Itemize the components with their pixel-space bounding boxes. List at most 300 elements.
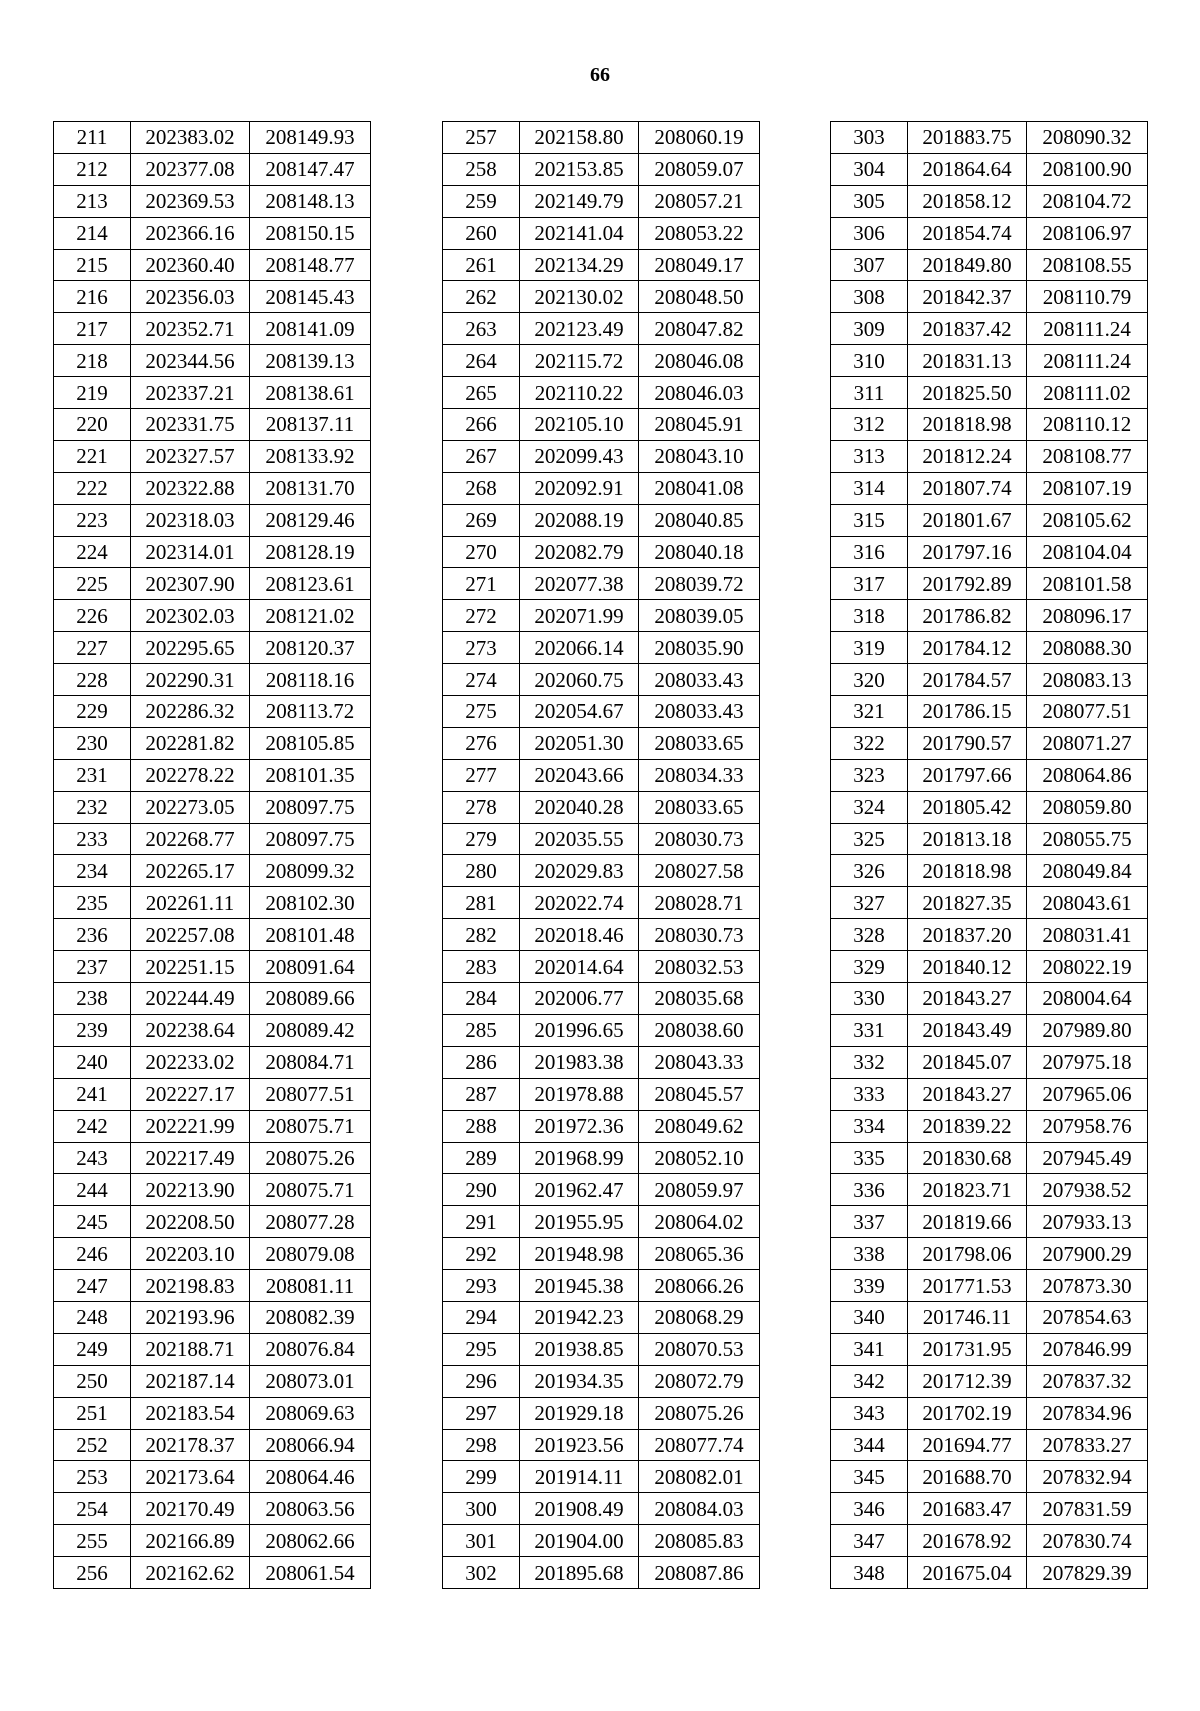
point-number-cell: 327 bbox=[831, 887, 908, 919]
x-coordinate-cell: 201840.12 bbox=[908, 951, 1027, 983]
table-row bbox=[54, 472, 371, 504]
y-coordinate-cell: 208040.18 bbox=[639, 536, 760, 568]
x-coordinate-cell: 201983.38 bbox=[520, 1046, 639, 1078]
y-coordinate-cell: 208075.71 bbox=[250, 1110, 371, 1142]
table-row bbox=[54, 1557, 371, 1589]
table-row bbox=[831, 345, 1148, 377]
y-coordinate-cell: 208027.58 bbox=[639, 855, 760, 887]
x-coordinate-cell: 202337.21 bbox=[131, 377, 250, 409]
point-number-cell: 233 bbox=[54, 823, 131, 855]
y-coordinate-cell: 208070.53 bbox=[639, 1333, 760, 1365]
table-row bbox=[831, 377, 1148, 409]
y-coordinate-cell: 208022.19 bbox=[1027, 951, 1148, 983]
y-coordinate-cell: 208108.77 bbox=[1027, 440, 1148, 472]
point-number-cell: 306 bbox=[831, 217, 908, 249]
x-coordinate-cell: 202203.10 bbox=[131, 1238, 250, 1270]
y-coordinate-cell: 208120.37 bbox=[250, 632, 371, 664]
y-coordinate-cell: 208083.13 bbox=[1027, 664, 1148, 696]
x-coordinate-cell: 201895.68 bbox=[520, 1557, 639, 1589]
point-number-cell: 230 bbox=[54, 727, 131, 759]
table-row bbox=[443, 345, 760, 377]
table-row bbox=[831, 472, 1148, 504]
table-row bbox=[443, 919, 760, 951]
y-coordinate-cell: 208099.32 bbox=[250, 855, 371, 887]
table-row bbox=[54, 1110, 371, 1142]
point-number-cell: 330 bbox=[831, 983, 908, 1015]
y-coordinate-cell: 208052.10 bbox=[639, 1142, 760, 1174]
point-number-cell: 347 bbox=[831, 1525, 908, 1557]
x-coordinate-cell: 202318.03 bbox=[131, 504, 250, 536]
table-row bbox=[54, 1078, 371, 1110]
table-row bbox=[54, 217, 371, 249]
table-row bbox=[443, 791, 760, 823]
y-coordinate-cell: 208077.51 bbox=[1027, 696, 1148, 728]
x-coordinate-cell: 201830.68 bbox=[908, 1142, 1027, 1174]
x-coordinate-cell: 202290.31 bbox=[131, 664, 250, 696]
y-coordinate-cell: 207837.32 bbox=[1027, 1365, 1148, 1397]
y-coordinate-cell: 208100.90 bbox=[1027, 153, 1148, 185]
point-number-cell: 245 bbox=[54, 1206, 131, 1238]
x-coordinate-cell: 202302.03 bbox=[131, 600, 250, 632]
table-row bbox=[831, 1046, 1148, 1078]
point-number-cell: 222 bbox=[54, 472, 131, 504]
point-number-cell: 296 bbox=[443, 1365, 520, 1397]
point-number-cell: 261 bbox=[443, 249, 520, 281]
table-row bbox=[443, 568, 760, 600]
y-coordinate-cell: 207834.96 bbox=[1027, 1397, 1148, 1429]
y-coordinate-cell: 208085.83 bbox=[639, 1525, 760, 1557]
point-number-cell: 325 bbox=[831, 823, 908, 855]
point-number-cell: 337 bbox=[831, 1206, 908, 1238]
point-number-cell: 298 bbox=[443, 1429, 520, 1461]
x-coordinate-cell: 202273.05 bbox=[131, 791, 250, 823]
point-number-cell: 271 bbox=[443, 568, 520, 600]
point-number-cell: 217 bbox=[54, 313, 131, 345]
point-number-cell: 312 bbox=[831, 409, 908, 441]
point-number-cell: 262 bbox=[443, 281, 520, 313]
x-coordinate-cell: 202134.29 bbox=[520, 249, 639, 281]
point-number-cell: 269 bbox=[443, 504, 520, 536]
table-row bbox=[831, 1238, 1148, 1270]
table-row bbox=[831, 122, 1148, 154]
table-row bbox=[831, 951, 1148, 983]
table-row bbox=[831, 1206, 1148, 1238]
x-coordinate-cell: 202188.71 bbox=[131, 1333, 250, 1365]
y-coordinate-cell: 208148.13 bbox=[250, 185, 371, 217]
x-coordinate-cell: 202123.49 bbox=[520, 313, 639, 345]
table-row bbox=[54, 919, 371, 951]
table-row bbox=[54, 664, 371, 696]
table-row bbox=[831, 696, 1148, 728]
table-row bbox=[54, 249, 371, 281]
x-coordinate-cell: 201914.11 bbox=[520, 1461, 639, 1493]
x-coordinate-cell: 202187.14 bbox=[131, 1365, 250, 1397]
table-row bbox=[831, 1301, 1148, 1333]
point-number-cell: 234 bbox=[54, 855, 131, 887]
x-coordinate-cell: 201842.37 bbox=[908, 281, 1027, 313]
y-coordinate-cell: 208113.72 bbox=[250, 696, 371, 728]
point-number-cell: 320 bbox=[831, 664, 908, 696]
point-number-cell: 266 bbox=[443, 409, 520, 441]
table-row bbox=[54, 855, 371, 887]
point-number-cell: 305 bbox=[831, 185, 908, 217]
x-coordinate-cell: 202307.90 bbox=[131, 568, 250, 600]
y-coordinate-cell: 208060.19 bbox=[639, 122, 760, 154]
point-number-cell: 215 bbox=[54, 249, 131, 281]
table-row bbox=[443, 1270, 760, 1302]
table-row bbox=[443, 1557, 760, 1589]
y-coordinate-cell: 208066.26 bbox=[639, 1270, 760, 1302]
point-number-cell: 225 bbox=[54, 568, 131, 600]
point-number-cell: 308 bbox=[831, 281, 908, 313]
x-coordinate-cell: 201818.98 bbox=[908, 409, 1027, 441]
x-coordinate-cell: 201792.89 bbox=[908, 568, 1027, 600]
point-number-cell: 311 bbox=[831, 377, 908, 409]
point-number-cell: 319 bbox=[831, 632, 908, 664]
point-number-cell: 299 bbox=[443, 1461, 520, 1493]
y-coordinate-cell: 207945.49 bbox=[1027, 1142, 1148, 1174]
x-coordinate-cell: 202238.64 bbox=[131, 1014, 250, 1046]
table-row bbox=[443, 1397, 760, 1429]
y-coordinate-cell: 207989.80 bbox=[1027, 1014, 1148, 1046]
point-number-cell: 257 bbox=[443, 122, 520, 154]
point-number-cell: 276 bbox=[443, 727, 520, 759]
y-coordinate-cell: 208053.22 bbox=[639, 217, 760, 249]
table-row bbox=[54, 1142, 371, 1174]
table-row bbox=[443, 1014, 760, 1046]
y-coordinate-cell: 208031.41 bbox=[1027, 919, 1148, 951]
table-row bbox=[443, 1525, 760, 1557]
point-number-cell: 238 bbox=[54, 983, 131, 1015]
table-row bbox=[443, 1333, 760, 1365]
table-row bbox=[831, 1397, 1148, 1429]
point-number-cell: 323 bbox=[831, 759, 908, 791]
x-coordinate-cell: 201827.35 bbox=[908, 887, 1027, 919]
point-number-cell: 220 bbox=[54, 409, 131, 441]
x-coordinate-cell: 202278.22 bbox=[131, 759, 250, 791]
point-number-cell: 314 bbox=[831, 472, 908, 504]
table-row bbox=[831, 759, 1148, 791]
table-row bbox=[443, 281, 760, 313]
x-coordinate-cell: 201923.56 bbox=[520, 1429, 639, 1461]
point-number-cell: 340 bbox=[831, 1301, 908, 1333]
y-coordinate-cell: 208107.19 bbox=[1027, 472, 1148, 504]
y-coordinate-cell: 207975.18 bbox=[1027, 1046, 1148, 1078]
point-number-cell: 232 bbox=[54, 791, 131, 823]
point-number-cell: 237 bbox=[54, 951, 131, 983]
point-number-cell: 213 bbox=[54, 185, 131, 217]
x-coordinate-cell: 201801.67 bbox=[908, 504, 1027, 536]
table-row bbox=[54, 409, 371, 441]
point-number-cell: 240 bbox=[54, 1046, 131, 1078]
point-number-cell: 255 bbox=[54, 1525, 131, 1557]
x-coordinate-cell: 202130.02 bbox=[520, 281, 639, 313]
x-coordinate-cell: 202082.79 bbox=[520, 536, 639, 568]
y-coordinate-cell: 208133.92 bbox=[250, 440, 371, 472]
table-row bbox=[443, 1461, 760, 1493]
table-row bbox=[54, 1014, 371, 1046]
y-coordinate-cell: 208082.01 bbox=[639, 1461, 760, 1493]
y-coordinate-cell: 208028.71 bbox=[639, 887, 760, 919]
x-coordinate-cell: 202071.99 bbox=[520, 600, 639, 632]
table-row bbox=[54, 983, 371, 1015]
y-coordinate-cell: 208035.90 bbox=[639, 632, 760, 664]
x-coordinate-cell: 201938.85 bbox=[520, 1333, 639, 1365]
x-coordinate-cell: 201784.12 bbox=[908, 632, 1027, 664]
point-number-cell: 214 bbox=[54, 217, 131, 249]
y-coordinate-cell: 208030.73 bbox=[639, 919, 760, 951]
y-coordinate-cell: 208096.17 bbox=[1027, 600, 1148, 632]
table-row bbox=[831, 1142, 1148, 1174]
x-coordinate-cell: 201675.04 bbox=[908, 1557, 1027, 1589]
table-row bbox=[54, 887, 371, 919]
table-row bbox=[443, 1493, 760, 1525]
x-coordinate-cell: 202110.22 bbox=[520, 377, 639, 409]
y-coordinate-cell: 207873.30 bbox=[1027, 1270, 1148, 1302]
table-row bbox=[443, 983, 760, 1015]
table-row bbox=[54, 1301, 371, 1333]
point-number-cell: 219 bbox=[54, 377, 131, 409]
table-row bbox=[831, 664, 1148, 696]
point-number-cell: 339 bbox=[831, 1270, 908, 1302]
x-coordinate-cell: 202265.17 bbox=[131, 855, 250, 887]
point-number-cell: 328 bbox=[831, 919, 908, 951]
y-coordinate-cell: 208111.24 bbox=[1027, 313, 1148, 345]
y-coordinate-cell: 208145.43 bbox=[250, 281, 371, 313]
point-number-cell: 228 bbox=[54, 664, 131, 696]
point-number-cell: 246 bbox=[54, 1238, 131, 1270]
table-row bbox=[443, 217, 760, 249]
point-number-cell: 315 bbox=[831, 504, 908, 536]
table-row bbox=[443, 823, 760, 855]
table-row bbox=[54, 536, 371, 568]
table-row bbox=[831, 185, 1148, 217]
y-coordinate-cell: 208089.66 bbox=[250, 983, 371, 1015]
x-coordinate-cell: 201837.20 bbox=[908, 919, 1027, 951]
y-coordinate-cell: 208043.10 bbox=[639, 440, 760, 472]
x-coordinate-cell: 202383.02 bbox=[131, 122, 250, 154]
table-row bbox=[54, 600, 371, 632]
x-coordinate-cell: 202356.03 bbox=[131, 281, 250, 313]
x-coordinate-cell: 201790.57 bbox=[908, 727, 1027, 759]
x-coordinate-cell: 201688.70 bbox=[908, 1461, 1027, 1493]
point-number-cell: 289 bbox=[443, 1142, 520, 1174]
table-row bbox=[54, 1238, 371, 1270]
point-number-cell: 279 bbox=[443, 823, 520, 855]
point-number-cell: 253 bbox=[54, 1461, 131, 1493]
y-coordinate-cell: 208040.85 bbox=[639, 504, 760, 536]
table-row bbox=[831, 1078, 1148, 1110]
table-row bbox=[54, 1493, 371, 1525]
table-row bbox=[443, 887, 760, 919]
x-coordinate-cell: 202208.50 bbox=[131, 1206, 250, 1238]
table-row bbox=[831, 983, 1148, 1015]
table-row bbox=[54, 153, 371, 185]
y-coordinate-cell: 208035.68 bbox=[639, 983, 760, 1015]
y-coordinate-cell: 208082.39 bbox=[250, 1301, 371, 1333]
table-row bbox=[443, 440, 760, 472]
table-row bbox=[443, 600, 760, 632]
point-number-cell: 227 bbox=[54, 632, 131, 664]
point-number-cell: 249 bbox=[54, 1333, 131, 1365]
table-row bbox=[831, 887, 1148, 919]
table-row bbox=[54, 823, 371, 855]
x-coordinate-cell: 202035.55 bbox=[520, 823, 639, 855]
table-row bbox=[443, 1238, 760, 1270]
table-row bbox=[54, 1174, 371, 1206]
table-row bbox=[443, 472, 760, 504]
x-coordinate-cell: 202268.77 bbox=[131, 823, 250, 855]
y-coordinate-cell: 208077.28 bbox=[250, 1206, 371, 1238]
table-row bbox=[443, 122, 760, 154]
x-coordinate-cell: 202257.08 bbox=[131, 919, 250, 951]
point-number-cell: 267 bbox=[443, 440, 520, 472]
y-coordinate-cell: 208046.03 bbox=[639, 377, 760, 409]
y-coordinate-cell: 208141.09 bbox=[250, 313, 371, 345]
x-coordinate-cell: 202043.66 bbox=[520, 759, 639, 791]
table-row bbox=[54, 440, 371, 472]
y-coordinate-cell: 208091.64 bbox=[250, 951, 371, 983]
x-coordinate-cell: 201784.57 bbox=[908, 664, 1027, 696]
point-number-cell: 258 bbox=[443, 153, 520, 185]
x-coordinate-cell: 201771.53 bbox=[908, 1270, 1027, 1302]
table-row bbox=[831, 1110, 1148, 1142]
y-coordinate-cell: 208105.62 bbox=[1027, 504, 1148, 536]
point-number-cell: 316 bbox=[831, 536, 908, 568]
y-coordinate-cell: 208077.74 bbox=[639, 1429, 760, 1461]
x-coordinate-cell: 202295.65 bbox=[131, 632, 250, 664]
y-coordinate-cell: 208049.84 bbox=[1027, 855, 1148, 887]
point-number-cell: 274 bbox=[443, 664, 520, 696]
table-row bbox=[831, 153, 1148, 185]
point-number-cell: 338 bbox=[831, 1238, 908, 1270]
x-coordinate-cell: 201948.98 bbox=[520, 1238, 639, 1270]
y-coordinate-cell: 207831.59 bbox=[1027, 1493, 1148, 1525]
table-row bbox=[443, 727, 760, 759]
table-row bbox=[54, 345, 371, 377]
x-coordinate-cell: 201812.24 bbox=[908, 440, 1027, 472]
y-coordinate-cell: 208072.79 bbox=[639, 1365, 760, 1397]
table-row bbox=[443, 1301, 760, 1333]
y-coordinate-cell: 207830.74 bbox=[1027, 1525, 1148, 1557]
x-coordinate-cell: 202173.64 bbox=[131, 1461, 250, 1493]
table-row bbox=[443, 1046, 760, 1078]
point-number-cell: 275 bbox=[443, 696, 520, 728]
point-number-cell: 265 bbox=[443, 377, 520, 409]
table-row bbox=[443, 153, 760, 185]
x-coordinate-cell: 202352.71 bbox=[131, 313, 250, 345]
y-coordinate-cell: 208071.27 bbox=[1027, 727, 1148, 759]
x-coordinate-cell: 202213.90 bbox=[131, 1174, 250, 1206]
y-coordinate-cell: 208061.54 bbox=[250, 1557, 371, 1589]
y-coordinate-cell: 207958.76 bbox=[1027, 1110, 1148, 1142]
point-number-cell: 292 bbox=[443, 1238, 520, 1270]
table-row bbox=[831, 536, 1148, 568]
x-coordinate-cell: 201694.77 bbox=[908, 1429, 1027, 1461]
point-number-cell: 273 bbox=[443, 632, 520, 664]
table-row bbox=[831, 791, 1148, 823]
point-number-cell: 307 bbox=[831, 249, 908, 281]
y-coordinate-cell: 208059.80 bbox=[1027, 791, 1148, 823]
table-row bbox=[443, 504, 760, 536]
table-row bbox=[831, 1365, 1148, 1397]
x-coordinate-cell: 201955.95 bbox=[520, 1206, 639, 1238]
x-coordinate-cell: 201813.18 bbox=[908, 823, 1027, 855]
point-number-cell: 329 bbox=[831, 951, 908, 983]
point-number-cell: 272 bbox=[443, 600, 520, 632]
x-coordinate-cell: 202018.46 bbox=[520, 919, 639, 951]
x-coordinate-cell: 201858.12 bbox=[908, 185, 1027, 217]
x-coordinate-cell: 202141.04 bbox=[520, 217, 639, 249]
x-coordinate-cell: 202014.64 bbox=[520, 951, 639, 983]
y-coordinate-cell: 207900.29 bbox=[1027, 1238, 1148, 1270]
x-coordinate-cell: 202366.16 bbox=[131, 217, 250, 249]
y-coordinate-cell: 208045.91 bbox=[639, 409, 760, 441]
point-number-cell: 294 bbox=[443, 1301, 520, 1333]
x-coordinate-cell: 202051.30 bbox=[520, 727, 639, 759]
point-number-cell: 256 bbox=[54, 1557, 131, 1589]
y-coordinate-cell: 208057.21 bbox=[639, 185, 760, 217]
y-coordinate-cell: 208149.93 bbox=[250, 122, 371, 154]
point-number-cell: 310 bbox=[831, 345, 908, 377]
x-coordinate-cell: 201823.71 bbox=[908, 1174, 1027, 1206]
x-coordinate-cell: 202244.49 bbox=[131, 983, 250, 1015]
point-number-cell: 270 bbox=[443, 536, 520, 568]
point-number-cell: 341 bbox=[831, 1333, 908, 1365]
x-coordinate-cell: 202166.89 bbox=[131, 1525, 250, 1557]
point-number-cell: 239 bbox=[54, 1014, 131, 1046]
y-coordinate-cell: 207846.99 bbox=[1027, 1333, 1148, 1365]
y-coordinate-cell: 207965.06 bbox=[1027, 1078, 1148, 1110]
x-coordinate-cell: 201845.07 bbox=[908, 1046, 1027, 1078]
point-number-cell: 254 bbox=[54, 1493, 131, 1525]
table-row bbox=[831, 1333, 1148, 1365]
y-coordinate-cell: 208089.42 bbox=[250, 1014, 371, 1046]
y-coordinate-cell: 207933.13 bbox=[1027, 1206, 1148, 1238]
y-coordinate-cell: 208064.86 bbox=[1027, 759, 1148, 791]
y-coordinate-cell: 208087.86 bbox=[639, 1557, 760, 1589]
table-row bbox=[831, 217, 1148, 249]
point-number-cell: 286 bbox=[443, 1046, 520, 1078]
point-number-cell: 231 bbox=[54, 759, 131, 791]
point-number-cell: 333 bbox=[831, 1078, 908, 1110]
table-row bbox=[831, 1174, 1148, 1206]
x-coordinate-cell: 201807.74 bbox=[908, 472, 1027, 504]
y-coordinate-cell: 208075.26 bbox=[639, 1397, 760, 1429]
y-coordinate-cell: 207829.39 bbox=[1027, 1557, 1148, 1589]
y-coordinate-cell: 208049.62 bbox=[639, 1110, 760, 1142]
x-coordinate-cell: 201797.16 bbox=[908, 536, 1027, 568]
point-number-cell: 212 bbox=[54, 153, 131, 185]
point-number-cell: 343 bbox=[831, 1397, 908, 1429]
point-number-cell: 346 bbox=[831, 1493, 908, 1525]
y-coordinate-cell: 208084.03 bbox=[639, 1493, 760, 1525]
y-coordinate-cell: 208043.33 bbox=[639, 1046, 760, 1078]
y-coordinate-cell: 208046.08 bbox=[639, 345, 760, 377]
point-number-cell: 302 bbox=[443, 1557, 520, 1589]
x-coordinate-cell: 201978.88 bbox=[520, 1078, 639, 1110]
x-coordinate-cell: 202198.83 bbox=[131, 1270, 250, 1302]
y-coordinate-cell: 208033.65 bbox=[639, 727, 760, 759]
x-coordinate-cell: 202178.37 bbox=[131, 1429, 250, 1461]
x-coordinate-cell: 202060.75 bbox=[520, 664, 639, 696]
x-coordinate-cell: 201843.27 bbox=[908, 1078, 1027, 1110]
y-coordinate-cell: 208077.51 bbox=[250, 1078, 371, 1110]
table-row bbox=[54, 1429, 371, 1461]
table-row bbox=[54, 632, 371, 664]
y-coordinate-cell: 208047.82 bbox=[639, 313, 760, 345]
point-number-cell: 250 bbox=[54, 1365, 131, 1397]
